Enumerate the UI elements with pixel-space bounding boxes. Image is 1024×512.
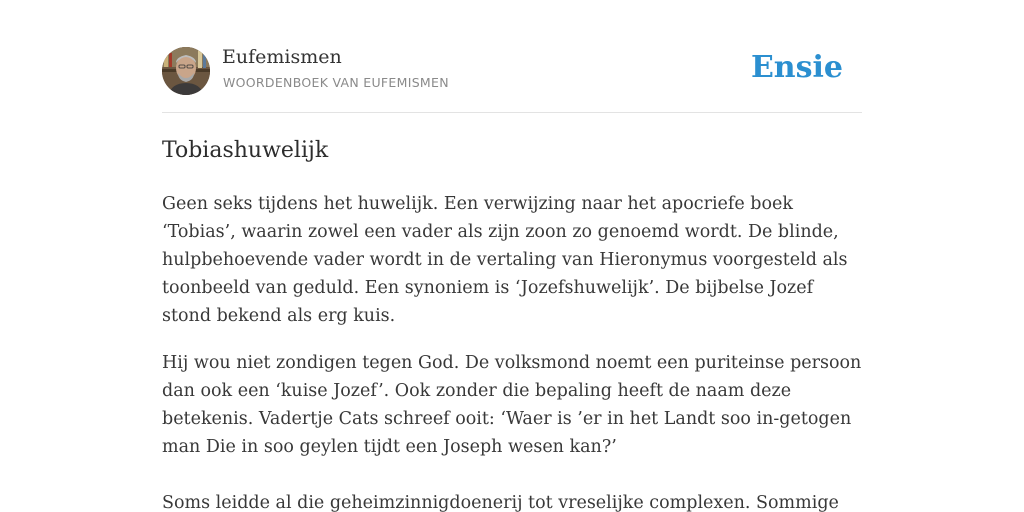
content-container bbox=[162, 0, 862, 512]
author-name[interactable]: Eufemismen bbox=[222, 46, 342, 68]
author-subtitle[interactable]: WOORDENBOEK VAN EUFEMISMEN bbox=[223, 75, 449, 90]
entry-paragraph: Geen seks tijdens het huwelijk. Een verwijzing naar het apocriefe boek ‘Tobias’, waarin zowel een vader als zijn zoon zo genoemd wordt. De blinde, hulpbehoevende vader wordt in de vertaling van Hieronymus voorgesteld als toonbeeld van geduld. Een synoniem is ‘Jozefshuwelijk’. De bijbelse Jozef stond bekend als erg kuis. bbox=[162, 194, 848, 326]
brand-logo[interactable]: Ensie bbox=[750, 50, 843, 85]
entry-title: Tobiashuwelijk bbox=[162, 138, 329, 163]
entry-paragraph: Hij wou niet zondigen tegen God. De volksmond noemt een puriteinse persoon dan ook een ‘kuise Jozef’. Ook zonder die bepaling heeft de naam deze betekenis. Vadertje Cats schreef ooit: ‘Waer is ’er in het Landt soo in-getogen man Die in soo geylen tijdt een Joseph wesen kan?’ bbox=[162, 353, 862, 457]
entry-paragraph: Soms leidde al die geheimzinnigdoenerij tot vreselijke complexen. Sommige bbox=[162, 493, 839, 512]
header bbox=[162, 0, 862, 113]
author-avatar[interactable] bbox=[162, 47, 210, 95]
avatar-portrait-image bbox=[162, 47, 210, 95]
